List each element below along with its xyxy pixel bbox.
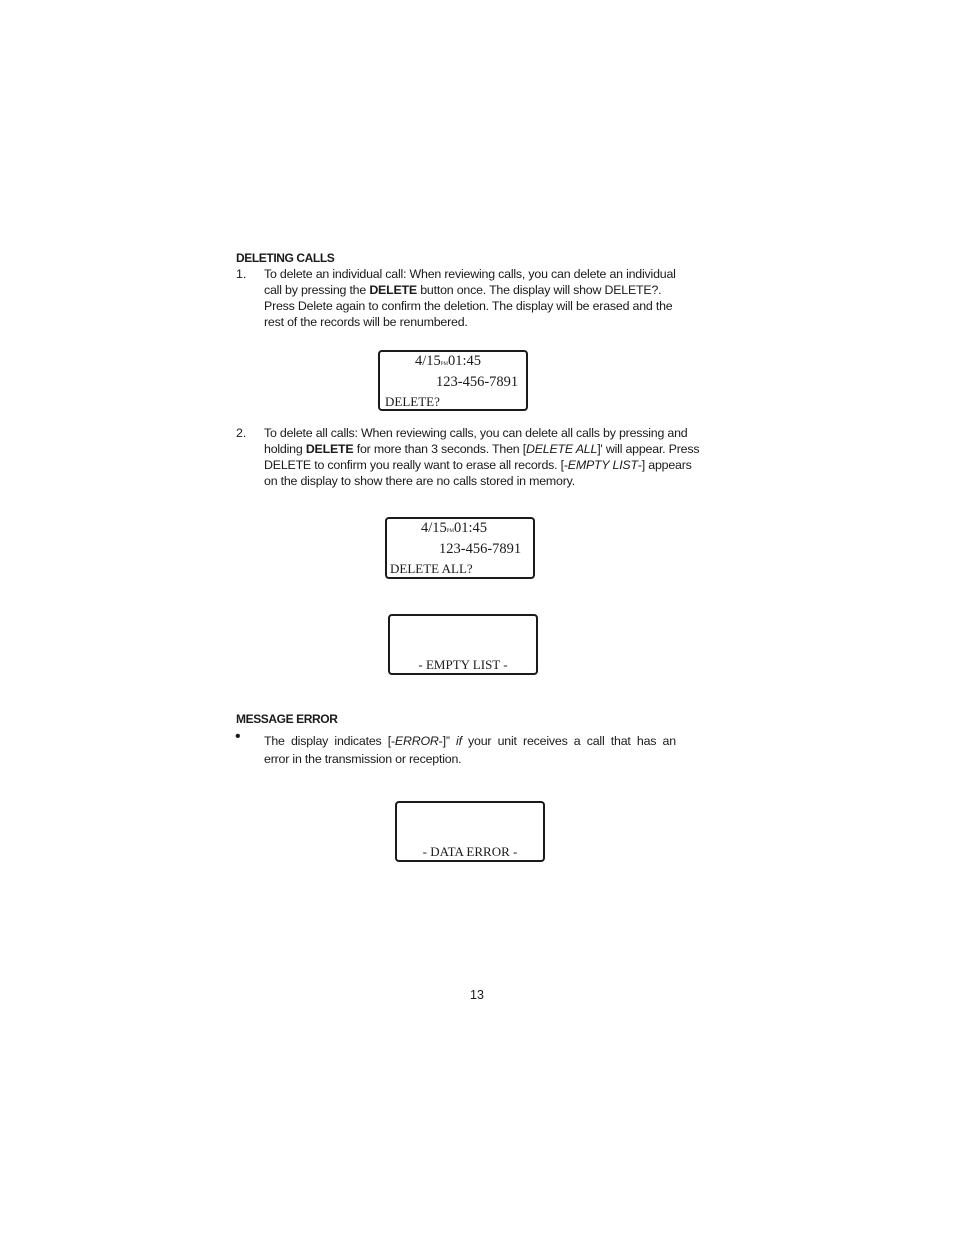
lcd-display-data-error bbox=[395, 801, 545, 862]
page-number: 13 bbox=[470, 988, 484, 1002]
lcd-display-delete bbox=[378, 350, 528, 411]
lcd-datetime bbox=[421, 520, 487, 537]
text-run: holding bbox=[264, 442, 306, 456]
section-heading-message-error: MESSAGE ERROR bbox=[236, 712, 338, 726]
lcd-display-delete-all bbox=[385, 517, 535, 579]
delete-keyword: DELETE bbox=[369, 283, 417, 297]
text-run: -] appears bbox=[637, 458, 692, 472]
lcd-status: DELETE? bbox=[385, 394, 440, 409]
lcd-time: 01:45 bbox=[448, 353, 482, 369]
lcd-status: - EMPTY LIST - bbox=[418, 657, 508, 672]
item-1-line-3: Press Delete again to confirm the deletion. The display will be erased and the bbox=[264, 299, 673, 313]
text-run: -]” bbox=[438, 734, 457, 748]
message-error-text bbox=[264, 732, 719, 768]
item-1-line-4: rest of the records will be renumbered. bbox=[264, 315, 468, 329]
bullet-icon: • bbox=[235, 728, 241, 745]
text-run: The display indicates [- bbox=[264, 734, 395, 748]
message-error-line-2: error in the transmission or reception. bbox=[264, 752, 462, 766]
lcd-phone-number: 123-456-7891 bbox=[439, 541, 522, 557]
error-keyword: ERROR bbox=[394, 734, 439, 748]
text-run: your unit receives a call that has an bbox=[461, 734, 676, 748]
item-1-text bbox=[264, 266, 720, 330]
lcd-status: - DATA ERROR - bbox=[422, 844, 518, 859]
lcd-date: 4/15 bbox=[415, 353, 441, 369]
section-heading-deleting-calls: DELETING CALLS bbox=[236, 251, 335, 265]
text-run: call by pressing the bbox=[264, 283, 370, 297]
item-2-line-1: To delete all calls: When reviewing calls, you can delete all calls by pressing and bbox=[264, 426, 688, 440]
item-2-line-3 bbox=[264, 457, 720, 473]
lcd-ampm: PM bbox=[440, 362, 449, 367]
lcd-ampm: PM bbox=[446, 529, 455, 534]
lcd-time: 01:45 bbox=[454, 520, 488, 536]
if-keyword: if bbox=[456, 734, 462, 748]
delete-all-keyword: DELETE ALL bbox=[525, 442, 598, 456]
message-error-line-1 bbox=[264, 732, 719, 750]
item-1-line-1: To delete an individual call: When reviewing calls, you can delete an individual bbox=[264, 267, 676, 281]
item-2-text bbox=[264, 425, 720, 489]
text-run: button once. The display will show DELETE?. bbox=[417, 283, 662, 297]
list-number-1: 1. bbox=[236, 267, 247, 281]
text-run: DELETE to confirm you really want to erase all records. [- bbox=[264, 458, 568, 472]
item-2-line-4: on the display to show there are no calls stored in memory. bbox=[264, 474, 575, 488]
list-number-2: 2. bbox=[236, 426, 247, 440]
empty-list-keyword: EMPTY LIST bbox=[567, 458, 638, 472]
lcd-datetime bbox=[415, 353, 481, 370]
item-1-line-2 bbox=[264, 282, 720, 298]
text-run: ]' will appear. Press bbox=[597, 442, 700, 456]
delete-keyword: DELETE bbox=[305, 442, 354, 456]
lcd-status: DELETE ALL? bbox=[390, 561, 473, 576]
item-2-line-2 bbox=[264, 441, 720, 457]
lcd-phone-number: 123-456-7891 bbox=[436, 374, 519, 390]
text-run: for more than 3 seconds. Then [ bbox=[353, 442, 526, 456]
lcd-date: 4/15 bbox=[421, 520, 447, 536]
lcd-display-empty-list bbox=[388, 614, 538, 675]
